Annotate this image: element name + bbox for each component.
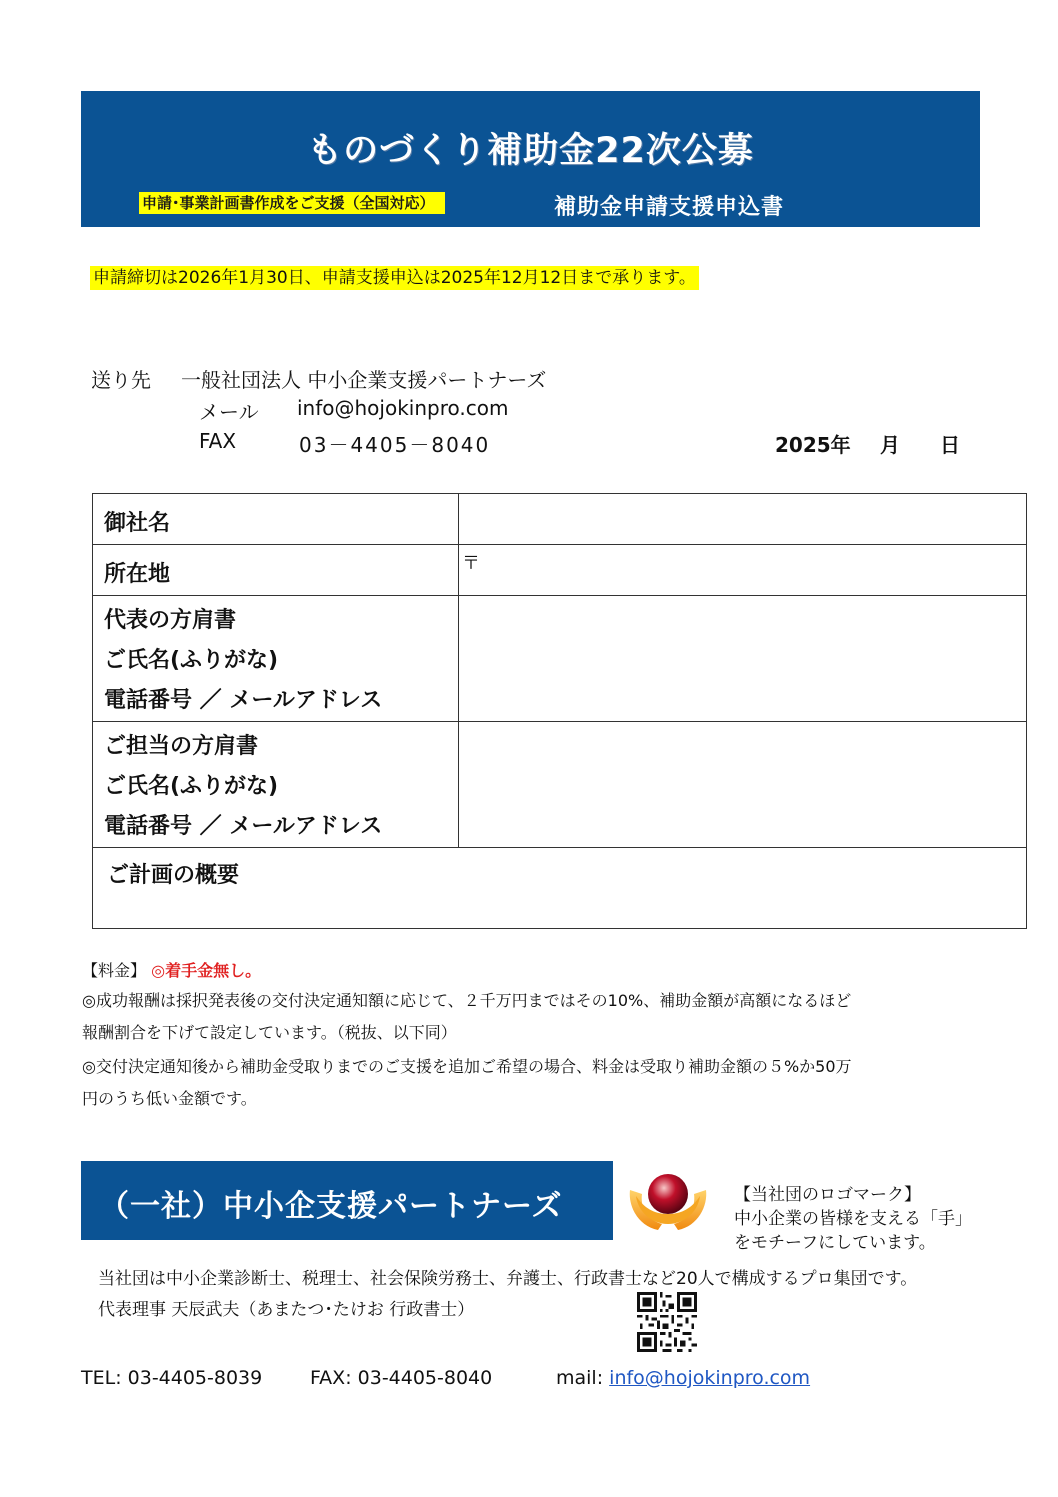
company-name-label: 御社名 — [93, 494, 459, 545]
org-banner — [81, 1161, 613, 1240]
plan-summary-label: ご計画の概要 — [107, 863, 240, 888]
org-name: （一社）中小企支援パートナーズ — [99, 1189, 563, 1224]
address-field[interactable] — [459, 545, 1027, 596]
postal-mark: 〒 — [462, 553, 480, 574]
company-name-field[interactable] — [459, 494, 1027, 545]
date-year: 2025年 — [775, 433, 851, 457]
footer-mail-link[interactable]: info@hojokinpro.com — [609, 1367, 811, 1389]
logo-caption-1: 【当社団のロゴマーク】 — [734, 1185, 921, 1205]
fax-label: FAX — [199, 429, 237, 453]
support-highlight: 申請･事業計画書作成をご支援（全国対応） — [139, 192, 445, 214]
footer-tel: TEL: 03-4405-8039 — [81, 1367, 263, 1389]
footer-mail — [556, 1367, 810, 1389]
deadline-notice: 申請締切は2026年1月30日、申請支援申込は2025年12月12日まで承ります。 — [90, 266, 699, 290]
contact-person-field[interactable] — [459, 722, 1027, 848]
address-label: 所在地 — [93, 545, 459, 596]
rep-contact-label: 電話番号 ／ メールアドレス — [104, 688, 383, 713]
recipient-org: 一般社団法人 中小企業支援パートナーズ — [181, 368, 547, 392]
fee-line-1: ◎成功報酬は採択発表後の交付決定通知額に応じて、２千万円まではその10%、補助金額が高額になるほど — [82, 991, 852, 1010]
application-form — [92, 493, 1027, 929]
rep-name-label: ご氏名(ふりがな) — [104, 648, 279, 673]
recipient-label: 送り先 — [91, 368, 151, 392]
rep-title-label: 代表の方肩書 — [104, 608, 237, 633]
date-day: 日 — [940, 433, 960, 457]
fee-line-2: 報酬割合を下げて設定しています。（税抜、以下同） — [82, 1023, 457, 1042]
representative-label — [93, 596, 459, 722]
contact-name-label: ご氏名(ふりがな) — [104, 774, 279, 799]
qr-code-icon[interactable] — [637, 1292, 697, 1352]
fax-number: 03－4405－8040 — [299, 433, 491, 457]
fee-label: 【料金】 — [82, 961, 147, 980]
logo-caption-2: 中小企業の皆様を支える「手」 — [734, 1209, 972, 1229]
contact-contact-label: 電話番号 ／ メールアドレス — [104, 814, 383, 839]
contact-title-label: ご担当の方肩書 — [104, 734, 259, 759]
logo-caption-3: をモチーフにしています。 — [734, 1233, 936, 1253]
fee-heading — [82, 958, 261, 981]
header-banner — [81, 91, 980, 227]
form-title: 補助金申請支援申込書 — [554, 195, 785, 220]
footer-fax: FAX: 03-4405-8040 — [310, 1367, 493, 1389]
fee-line-4: 円のうち低い金額です。 — [82, 1089, 257, 1108]
footer-mail-label: mail: — [556, 1367, 604, 1389]
no-retainer-text: ◎着手金無し。 — [151, 961, 262, 980]
representative-field[interactable] — [459, 596, 1027, 722]
org-representative: 代表理事 天辰武夫（あまたつ･たけお 行政書士） — [98, 1300, 475, 1320]
mail-address: info@hojokinpro.com — [297, 396, 509, 420]
mail-label: メール — [199, 400, 259, 424]
org-description: 当社団は中小企業診断士、税理士、社会保険労務士、弁護士、行政書士など20人で構成するプロ集団です。 — [98, 1269, 918, 1289]
date-month: 月 — [880, 433, 900, 457]
page-title: ものづくり補助金22次公募 — [307, 131, 754, 171]
hands-globe-logo-icon — [626, 1168, 710, 1240]
plan-summary-field[interactable] — [93, 848, 1027, 929]
fee-line-3: ◎交付決定通知後から補助金受取りまでのご支援を追加ご希望の場合、料金は受取り補助金額の５%か50万 — [82, 1057, 852, 1076]
contact-person-label — [93, 722, 459, 848]
